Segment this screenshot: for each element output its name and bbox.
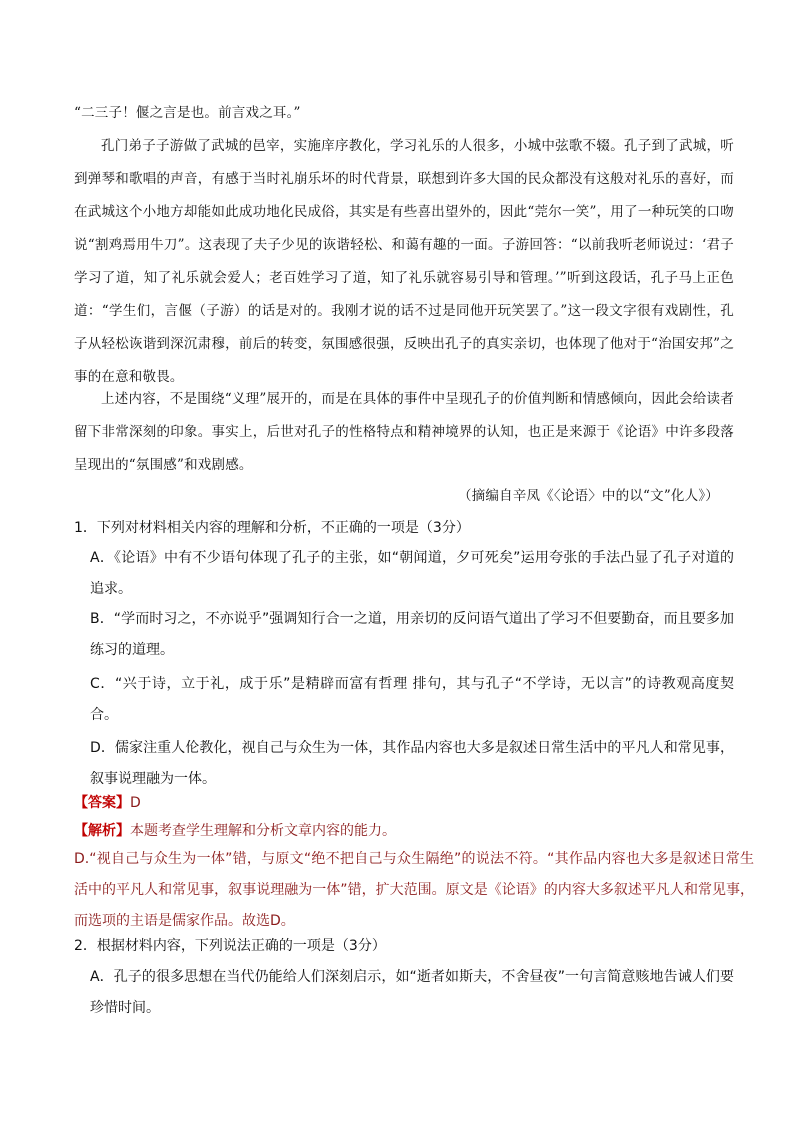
question-2-option-a: A．孔子的很多思想在当代仍能给人们深刻启示，如“逝者如斯夫，不舍昼夜”一句言简意赅地告诫人们要珍惜时间。 <box>90 969 734 1016</box>
question-1-option-c: C．“兴于诗，立于礼，成于乐”是精辟而富有哲理 排句，其与孔子“不学诗，无以言”的诗教观高度契合。 <box>90 676 734 723</box>
question-1-analysis-intro <box>74 816 754 847</box>
question-1-analysis-body: D.“视自己与众生为一体”错，与原文“绝不把自己与众生隔绝”的说法不符。“其作品内容也大多是叙述日常生活中的平凡人和常见事，叙事说理融为一体”错，扩大范围。原文是《论语》的内容大多叙述平凡人和常见事，而选项的主语是儒家作品。故选D。 <box>74 851 754 929</box>
passage-source: （摘编自辛凤《〈论语〉中的以“文”化人》） <box>457 488 719 504</box>
answer-value: D <box>130 795 141 811</box>
analysis-intro-text: 本题考查学生理解和分析文章内容的能力。 <box>130 823 396 839</box>
answer-tag: 【答案】 <box>74 795 130 811</box>
question-1-option-b: B．“学而时习之，不亦说乎”强调知行合一之道，用亲切的反问语气道出了学习不但要勤奋，而且要多加练习的道理。 <box>90 611 734 658</box>
question-1-answer <box>74 788 754 819</box>
question-2-stem: 2．根据材料内容，下列说法正确的一项是（3分） <box>74 938 386 954</box>
question-1-option-d: D．儒家注重人伦教化，视自己与众生为一体，其作品内容也大多是叙述日常生活中的平凡人和常见事，叙事说理融为一体。 <box>90 740 734 787</box>
passage-paragraph-2: 上述内容，不是围绕“义理”展开的，而是在具体的事件中呈现孔子的价值判断和情感倾向，因此会给读者留下非常深刻的印象。事实上，后世对孔子的性格特点和精神境界的认知，也正是来源于《论语》中许多段落呈现出的“氛围感”和戏剧感。 <box>74 391 734 473</box>
question-1-stem: 1．下列对材料相关内容的理解和分析，不正确的一项是（3分） <box>74 520 470 536</box>
question-1-option-a: A．《论语》中有不少语句体现了孔子的主张，如“朝闻道，夕可死矣”运用夸张的手法凸显了孔子对道的追求。 <box>90 550 734 597</box>
analysis-tag: 【解析】 <box>74 823 130 839</box>
passage-quote-line: “二三子！偃之言是也。前言戏之耳。” <box>74 105 301 121</box>
passage-paragraph-1: 孔门弟子子游做了武城的邑宰，实施庠序教化，学习礼乐的人很多，小城中弦歌不辍。孔子到了武城，听到弹琴和歌唱的声音，有感于当时礼崩乐坏的时代背景，联想到许多大国的民众都没有这般对礼乐的喜好，而在武城这个小地方却能如此成功地化民成俗，其实是有些喜出望外的，因此“莞尔一笑”，用了一种玩笑的口吻说“割鸡焉用牛刀”。这表现了夫子少见的诙谐轻松、和蔼有趣的一面。子游回答：“以前我听老师说过：‘君子学习了道，知了礼乐就会爱人；老百姓学习了道，知了礼乐就容易引导和管理。’”听到这段话，孔子马上正色道：“学生们，言偃（子游）的话是对的。我刚才说的话不过是同他开玩笑罢了。”这一段文字很有戏剧性，孔子从轻松诙谐到深沉肃穆，前后的转变，氛围感很强，反映出孔子的真实亲切，也体现了他对于“治国安邦”之事的在意和敬畏。 <box>74 138 734 385</box>
